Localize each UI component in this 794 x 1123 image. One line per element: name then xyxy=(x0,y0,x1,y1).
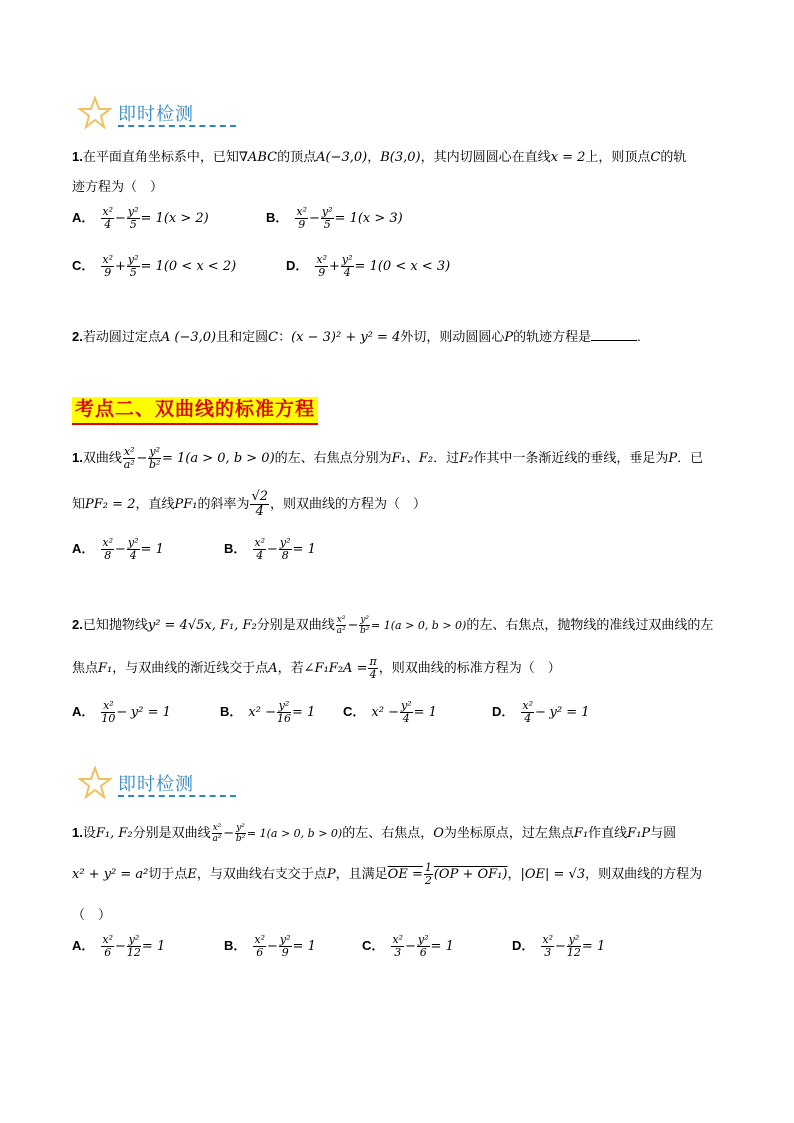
p3-option-b[interactable]: B． $\frac{\text{x²}}{6}$ − $\frac{\text{y²}}{9}$ = 1 xyxy=(224,933,316,959)
p2-option-c[interactable]: C． x² − $\frac{\text{y²}}{4}$ = 1 xyxy=(343,699,437,725)
p1-option-b[interactable]: B． $\frac{\text{x²}}{4}$ − $\frac{\text{y²}}{8}$ = 1 xyxy=(224,536,316,562)
p3-option-d[interactable]: D． $\frac{\text{x²}}{3}$ − $\frac{\text{y²}}{12}$ = 1 xyxy=(512,933,606,959)
p3-option-a[interactable]: A． $\frac{\text{x²}}{6}$ − $\frac{\text{y²}}{12}$ = 1 xyxy=(72,933,166,959)
problem-3-line-2: x² + y² = a²切于点E，与双曲线右支交于点P，且满足OE = $\frac{1}{2}$ (OP + OF₁)，|OE| = √3，则双曲线的方程为 xyxy=(72,861,703,887)
problem-2-line-1: 2.已知抛物线y² = 4√5x, F₁, F₂分别是双曲线 $\frac{\text{x²}}{\text{a²}}$ − $\frac{\text{y²}}{\text{b²}}$ = 1(a > 0, b > 0)的左、右焦点，抛物线的准线过双曲线的左 xyxy=(72,615,714,637)
question-1-line-1: 1.在平面直角坐标系中，已知∇ABC的顶点A(−3,0)，B(3,0)，其内切圆圆心在直线x = 2上，则顶点C的轨 xyxy=(72,149,687,165)
question-2: 2.若动圆过定点A (−3,0)且和定圆C：(x − 3)² + y² = 4外切，则动圆圆心P的轨迹方程是 . xyxy=(72,329,641,345)
problem-3-line-3: （ ） xyxy=(72,907,112,922)
star-icon xyxy=(78,96,112,130)
problem-3-line-1: 1.设F₁, F₂分别是双曲线 $\frac{\text{x²}}{\text{a²}}$ − $\frac{\text{y²}}{\text{b²}}$ = 1(a > 0, b > 0)的左、右焦点，O为坐标原点，过左焦点F₁作直线F₁P与圆 xyxy=(72,823,677,845)
p2-option-a[interactable]: A． $\frac{\text{x²}}{10}$ − y² = 1 xyxy=(72,699,171,725)
q1-option-c[interactable]: C． $\frac{\text{x²}}{9}$ + $\frac{\text{y²}}{5}$ = 1(0 < x < 2) xyxy=(72,253,237,279)
section-underline xyxy=(118,125,236,127)
section-underline xyxy=(118,795,236,797)
section-title: 即时检测 xyxy=(118,104,194,124)
problem-2-line-2: 焦点F₁，与双曲线的渐近线交于点A，若∠F₁F₂A = $\frac{\pi}{4}$ ，则双曲线的标准方程为（ ） xyxy=(72,655,561,681)
problem-1-line-2: 知PF₂ = 2，直线PF₁的斜率为 $\frac{√2}{4}$ ，则双曲线的方程为（ ） xyxy=(72,489,427,519)
exam-point-title: 考点二、双曲线的标准方程 xyxy=(72,397,318,425)
p2-option-d[interactable]: D． $\frac{\text{x²}}{4}$ − y² = 1 xyxy=(492,699,590,725)
star-icon xyxy=(78,766,112,800)
q1-option-a[interactable]: A． $\frac{\text{x²}}{4}$ − $\frac{\text{y²}}{5}$ = 1(x > 2) xyxy=(72,205,209,231)
answer-blank[interactable] xyxy=(591,340,637,341)
p1-option-a[interactable]: A． $\frac{\text{x²}}{8}$ − $\frac{\text{y²}}{4}$ = 1 xyxy=(72,536,164,562)
p2-option-b[interactable]: B． x² − $\frac{\text{y²}}{16}$ = 1 xyxy=(220,699,316,725)
section-title: 即时检测 xyxy=(118,774,194,794)
p3-option-c[interactable]: C． $\frac{\text{x²}}{3}$ − $\frac{\text{y²}}{6}$ = 1 xyxy=(362,933,454,959)
q1-option-d[interactable]: D． $\frac{\text{x²}}{9}$ + $\frac{\text{y²}}{4}$ = 1(0 < x < 3) xyxy=(286,253,451,279)
q1-option-b[interactable]: B． $\frac{\text{x²}}{9}$ − $\frac{\text{y²}}{5}$ = 1(x > 3) xyxy=(266,205,403,231)
question-1-line-2: 迹方程为（ ） xyxy=(72,179,164,194)
problem-1-line-1: 1.双曲线 $\frac{\text{x²}}{\text{a²}}$ − $\frac{\text{y²}}{\text{b²}}$ = 1(a > 0, b > 0)的左、右焦点分别为F₁、F₂．过F₂作其中一条渐近线的垂线，垂足为P．已 xyxy=(72,445,704,471)
